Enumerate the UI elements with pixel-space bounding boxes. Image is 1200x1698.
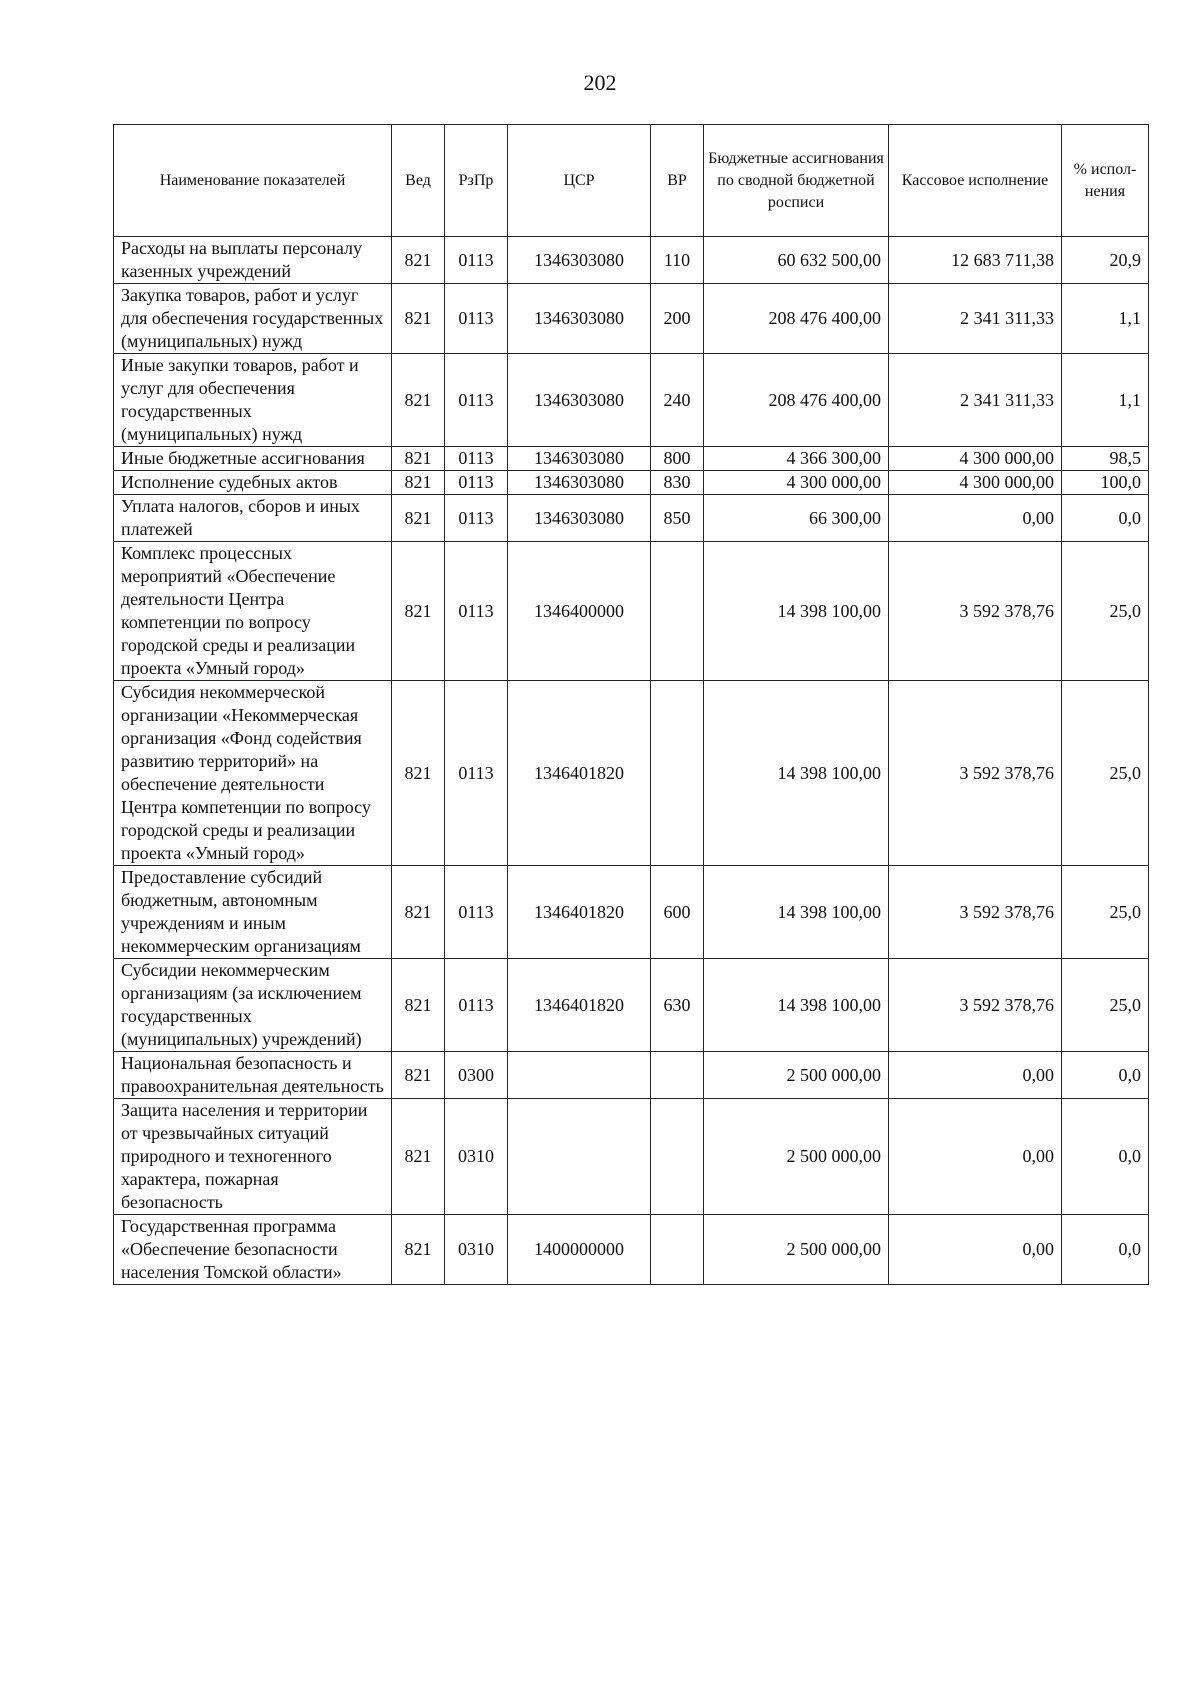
cell-name: Государственная программа «Обеспечение безопасности населения Томской области» [114,1215,392,1285]
cell-csr: 1346303080 [508,284,651,354]
cell-rzpr: 0113 [445,495,508,542]
cell-vr [651,1215,704,1285]
cell-csr [508,1099,651,1215]
table-row [114,1215,1149,1285]
cell-cash: 0,00 [889,1215,1062,1285]
cell-budget: 4 366 300,00 [704,447,889,471]
cell-csr: 1346303080 [508,471,651,495]
cell-name: Расходы на выплаты персоналу казенных учреждений [114,237,392,284]
table-row [114,237,1149,284]
cell-name: Субсидии некоммерческим организациям (за исключением государственных (муниципальных) учреждений) [114,959,392,1052]
cell-vr [651,681,704,866]
cell-budget: 14 398 100,00 [704,681,889,866]
cell-ved: 821 [392,284,445,354]
cell-cash: 0,00 [889,1099,1062,1215]
cell-pct: 1,1 [1062,284,1149,354]
header-budget: Бюджетные ассигнования по сводной бюджетной росписи [704,125,889,237]
cell-budget: 2 500 000,00 [704,1052,889,1099]
cell-pct: 0,0 [1062,1215,1149,1285]
cell-budget: 14 398 100,00 [704,959,889,1052]
table-row [114,354,1149,447]
cell-csr: 1346303080 [508,495,651,542]
cell-budget: 14 398 100,00 [704,542,889,681]
cell-rzpr: 0113 [445,866,508,959]
cell-pct: 25,0 [1062,542,1149,681]
cell-ved: 821 [392,866,445,959]
cell-ved: 821 [392,237,445,284]
cell-vr: 850 [651,495,704,542]
table-row [114,542,1149,681]
cell-ved: 821 [392,354,445,447]
page-number: 202 [583,70,617,95]
header-name: Наименование показателей [114,125,392,237]
cell-vr [651,542,704,681]
cell-vr: 630 [651,959,704,1052]
cell-rzpr: 0310 [445,1099,508,1215]
cell-name: Защита населения и территории от чрезвычайных ситуаций природного и техногенного характера, пожарная безопасность [114,1099,392,1215]
header-csr: ЦСР [508,125,651,237]
cell-vr: 200 [651,284,704,354]
cell-vr: 830 [651,471,704,495]
cell-budget: 60 632 500,00 [704,237,889,284]
cell-ved: 821 [392,447,445,471]
cell-cash: 4 300 000,00 [889,471,1062,495]
cell-budget: 4 300 000,00 [704,471,889,495]
cell-csr: 1346303080 [508,237,651,284]
cell-budget: 66 300,00 [704,495,889,542]
cell-rzpr: 0113 [445,447,508,471]
cell-csr [508,1052,651,1099]
cell-csr: 1346400000 [508,542,651,681]
cell-rzpr: 0113 [445,471,508,495]
cell-ved: 821 [392,1099,445,1215]
cell-cash: 2 341 311,33 [889,284,1062,354]
budget-table [113,124,1149,1285]
header-row [114,125,1149,237]
cell-pct: 0,0 [1062,1052,1149,1099]
cell-vr [651,1052,704,1099]
cell-rzpr: 0113 [445,237,508,284]
table-row [114,471,1149,495]
cell-name: Уплата налогов, сборов и иных платежей [114,495,392,542]
cell-ved: 821 [392,495,445,542]
cell-csr: 1346401820 [508,866,651,959]
cell-rzpr: 0113 [445,959,508,1052]
cell-ved: 821 [392,1215,445,1285]
cell-csr: 1400000000 [508,1215,651,1285]
cell-pct: 0,0 [1062,495,1149,542]
cell-pct: 25,0 [1062,866,1149,959]
cell-cash: 3 592 378,76 [889,681,1062,866]
table-row [114,681,1149,866]
cell-rzpr: 0113 [445,681,508,866]
cell-pct: 100,0 [1062,471,1149,495]
table-row [114,959,1149,1052]
cell-cash: 4 300 000,00 [889,447,1062,471]
cell-cash: 3 592 378,76 [889,959,1062,1052]
cell-ved: 821 [392,1052,445,1099]
cell-pct: 98,5 [1062,447,1149,471]
cell-pct: 25,0 [1062,959,1149,1052]
cell-budget: 2 500 000,00 [704,1215,889,1285]
cell-name: Иные бюджетные ассигнования [114,447,392,471]
cell-vr: 110 [651,237,704,284]
cell-ved: 821 [392,681,445,866]
cell-rzpr: 0310 [445,1215,508,1285]
table-row [114,495,1149,542]
cell-budget: 208 476 400,00 [704,354,889,447]
cell-cash: 3 592 378,76 [889,542,1062,681]
cell-budget: 14 398 100,00 [704,866,889,959]
table-body [114,237,1149,1285]
cell-pct: 20,9 [1062,237,1149,284]
cell-cash: 0,00 [889,495,1062,542]
cell-budget: 208 476 400,00 [704,284,889,354]
cell-name: Субсидия некоммерческой организации «Некоммерческая организация «Фонд содействия развитию территорий» на обеспечение деятельности Центра компетенции по вопросу городской среды и реализации проекта «Умный город» [114,681,392,866]
table-row [114,1052,1149,1099]
cell-cash: 2 341 311,33 [889,354,1062,447]
header-rzpr: РзПр [445,125,508,237]
table-row [114,866,1149,959]
cell-pct: 1,1 [1062,354,1149,447]
header-pct: % испол-нения [1062,125,1149,237]
header-cash: Кассовое исполнение [889,125,1062,237]
cell-vr: 800 [651,447,704,471]
cell-rzpr: 0300 [445,1052,508,1099]
table-row [114,284,1149,354]
cell-csr: 1346401820 [508,959,651,1052]
cell-cash: 3 592 378,76 [889,866,1062,959]
cell-vr: 240 [651,354,704,447]
cell-csr: 1346303080 [508,354,651,447]
cell-name: Иные закупки товаров, работ и услуг для обеспечения государственных (муниципальных) нужд [114,354,392,447]
cell-rzpr: 0113 [445,284,508,354]
header-ved: Вед [392,125,445,237]
cell-cash: 12 683 711,38 [889,237,1062,284]
cell-name: Закупка товаров, работ и услуг для обеспечения государственных (муниципальных) нужд [114,284,392,354]
cell-name: Национальная безопасность и правоохранительная деятельность [114,1052,392,1099]
cell-vr: 600 [651,866,704,959]
cell-rzpr: 0113 [445,542,508,681]
cell-budget: 2 500 000,00 [704,1099,889,1215]
cell-name: Комплекс процессных мероприятий «Обеспечение деятельности Центра компетенции по вопросу городской среды и реализации проекта «Умный город» [114,542,392,681]
cell-csr: 1346303080 [508,447,651,471]
cell-ved: 821 [392,471,445,495]
cell-name: Предоставление субсидий бюджетным, автономным учреждениям и иным некоммерческим организациям [114,866,392,959]
header-vr: ВР [651,125,704,237]
cell-vr [651,1099,704,1215]
cell-ved: 821 [392,542,445,681]
cell-csr: 1346401820 [508,681,651,866]
cell-name: Исполнение судебных актов [114,471,392,495]
table-row [114,1099,1149,1215]
table-row [114,447,1149,471]
cell-ved: 821 [392,959,445,1052]
cell-pct: 25,0 [1062,681,1149,866]
cell-cash: 0,00 [889,1052,1062,1099]
cell-pct: 0,0 [1062,1099,1149,1215]
cell-rzpr: 0113 [445,354,508,447]
